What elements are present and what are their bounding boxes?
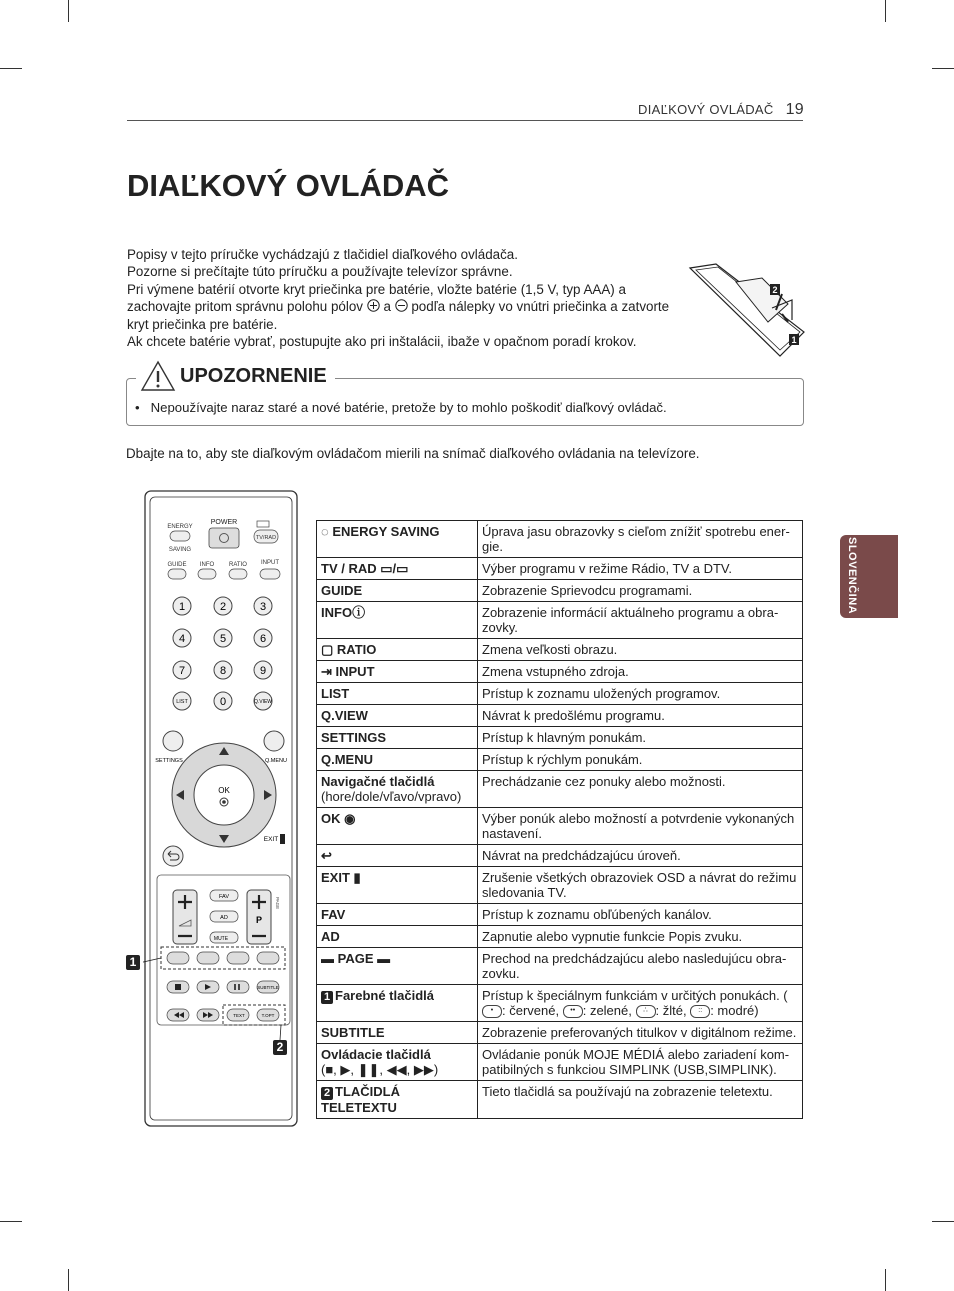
list-label: LIST [176, 699, 188, 705]
blue-button[interactable] [257, 952, 279, 964]
button-function-table [316, 520, 803, 1119]
program-label: P [255, 915, 263, 925]
callout-1: 1 [126, 955, 140, 970]
energy-label: ENERGY [167, 524, 193, 530]
key-desc-part: : modré) [710, 1003, 759, 1018]
plus-pole-icon [367, 299, 380, 312]
digit-label: 1 [178, 601, 186, 613]
crop-mark [932, 1221, 954, 1222]
table-row [317, 749, 803, 771]
key-name: LIST [317, 683, 478, 705]
energy-saving-button[interactable] [170, 531, 190, 541]
table-row [317, 639, 803, 661]
table-row [317, 926, 803, 948]
red-button-icon: • [482, 1005, 502, 1018]
ok-button-ring [194, 765, 254, 825]
green-button[interactable] [197, 952, 219, 964]
intro-text [127, 246, 687, 350]
exit-icon: ▮ [353, 870, 361, 885]
digit-label: 4 [178, 633, 186, 645]
intro-line-part: podľa nálepky vo vnútri priečinka a zatvorte kryt priečinka pre batérie. [127, 299, 670, 332]
digit-label: 7 [178, 665, 186, 677]
key-desc-part: : žlté, [655, 1003, 687, 1018]
table-row [317, 521, 803, 558]
key-name: OK [321, 811, 341, 826]
key-desc: Výber ponúk alebo možností a potvrdenie vykonaných nastavení. [478, 808, 803, 845]
key-desc: Ovládanie ponúk MOJE MÉDIÁ alebo zariadení kom-patibilných s funkciou SIMPLINK (USB,SIMPLINK). [478, 1044, 803, 1081]
remote-control-illustration [143, 490, 305, 1132]
fav-label: FAV [219, 894, 229, 900]
ratio-icon: ▢ [321, 642, 337, 657]
back-button[interactable] [163, 846, 183, 866]
crop-mark [885, 1269, 886, 1291]
back-icon: ↩ [321, 848, 332, 863]
mute-label: MUTE [213, 936, 229, 942]
key-desc-part: : zelené, [582, 1003, 632, 1018]
crop-mark [0, 68, 22, 69]
key-name: SETTINGS [317, 727, 478, 749]
exit-icon [280, 834, 285, 844]
running-header [638, 101, 804, 119]
warning-item: • Nepoužívajte naraz staré a nové batérie, pretože by to mohlo poškodiť diaľkový ovládač. [135, 400, 667, 415]
intro-line-part: Pri výmene batérií otvorte kryt priečinka pre batérie, vložte batérie (1,5 V, typ AAA) a zachovajte pritom správnu polohu pólov [127, 281, 626, 315]
yellow-button[interactable] [227, 952, 249, 964]
warning-item-text: Nepoužívajte naraz staré a nové batérie, pretože by to mohlo poškodiť diaľkový ovládač. [150, 400, 667, 415]
minus-pole-icon [395, 299, 408, 312]
key-name: Ovládacie tlačidlá [321, 1047, 431, 1063]
power-label: POWER [210, 519, 238, 526]
input-icon: ⇥ [321, 664, 336, 679]
ad-label: AD [220, 915, 228, 921]
key-desc: Zmena vstupného zdroja. [478, 661, 803, 683]
page-label: PAGE [275, 897, 280, 910]
qmenu-label: Q.MENU [265, 758, 287, 764]
digit-label: 0 [219, 696, 227, 708]
key-name: PAGE [337, 951, 374, 966]
table-row [317, 705, 803, 727]
input-button[interactable] [260, 569, 280, 579]
language-tab-label: SLOVENČINA [846, 537, 858, 615]
page-up-icon: ▬ [321, 951, 338, 966]
ok-dot-icon [222, 800, 226, 804]
key-name: INPUT [335, 664, 375, 679]
subtitle-label: SUBTITLE [257, 985, 279, 990]
key-desc: Zmena veľkosti obrazu. [478, 639, 803, 661]
key-name: TLAČIDLÁ TELETEXTU [321, 1084, 400, 1116]
table-row [317, 771, 803, 808]
key-name: RATIO [336, 642, 377, 657]
warning-triangle-icon [140, 360, 176, 392]
intro-line: Ak chcete batérie vybrať, postupujte ako pri inštalácii, ibaže v opačnom poradí krokov. [127, 334, 637, 350]
battery-step-2: 2 [772, 285, 778, 295]
crop-mark [0, 1221, 22, 1222]
key-name: Farebné tlačidlá [335, 988, 434, 1003]
table-row [317, 904, 803, 926]
text-label: TEXT [233, 1013, 245, 1018]
table-row [317, 602, 803, 639]
callout-badge: 1 [321, 991, 333, 1004]
crop-mark [68, 0, 69, 22]
warning-heading [136, 360, 335, 392]
header-section: DIAĽKOVÝ OVLÁDAČ [638, 102, 774, 117]
key-desc: Zrušenie všetkých obrazoviek OSD a návrat do režimu sledovania TV. [478, 867, 803, 904]
key-subtitle: (hore/dole/vľavo/vpravo) [321, 789, 462, 804]
settings-label: SETTINGS [155, 758, 183, 764]
table-row [317, 867, 803, 904]
key-desc-part: Prístup k špeciálnym funkciám v určitých ponukách. ( [482, 988, 788, 1003]
guide-label: GUIDE [167, 562, 187, 568]
key-desc [478, 985, 803, 1022]
callout-badge: 2 [321, 1087, 333, 1100]
intro-line: Popisy v tejto príručke vychádzajú z tlačidiel diaľkového ovládača. [127, 247, 518, 262]
key-name: FAV [317, 904, 478, 926]
key-desc: Výber programu v režime Rádio, TV a DTV. [478, 558, 803, 580]
key-desc: Prechádzanie cez ponuky alebo možnosti. [478, 771, 803, 808]
key-desc: Návrat k predošlému programu. [478, 705, 803, 727]
key-desc: Zobrazenie preferovaných titulkov v digitálnom režime. [478, 1022, 803, 1044]
exit-label: EXIT [263, 836, 279, 843]
pause-button[interactable] [227, 981, 249, 993]
key-desc: Úprava jasu obrazovky s cieľom znížiť spotrebu ener-gie. [478, 521, 803, 558]
table-row [317, 1044, 803, 1081]
green-button-icon: •• [563, 1005, 583, 1018]
key-name: INFO [321, 605, 353, 620]
digit-label: 6 [259, 633, 267, 645]
topt-label: T.OPT [261, 1013, 275, 1018]
digit-label: 3 [259, 601, 267, 613]
ratio-label: RATIO [229, 562, 247, 568]
guide-button[interactable] [168, 569, 186, 579]
key-desc: Zobrazenie Sprievodcu programami. [478, 580, 803, 602]
key-name: AD [317, 926, 478, 948]
key-desc: Prístup k hlavným ponukám. [478, 727, 803, 749]
key-name: EXIT [321, 870, 350, 885]
table-row [317, 1022, 803, 1044]
table-row [317, 727, 803, 749]
table-row [317, 808, 803, 845]
warning-title: UPOZORNENIE [180, 364, 327, 387]
key-desc: Prístup k zoznamu obľúbených kanálov. [478, 904, 803, 926]
red-button[interactable] [167, 952, 189, 964]
crop-mark [885, 0, 886, 22]
ok-dot-icon: ◉ [344, 811, 356, 826]
key-name: Q.MENU [317, 749, 478, 771]
key-name: GUIDE [317, 580, 478, 602]
key-desc: Návrat na predchádzajúcu úroveň. [478, 845, 803, 867]
key-name: Navigačné tlačidlá [321, 774, 435, 789]
language-tab [840, 535, 898, 618]
table-row [317, 661, 803, 683]
battery-step-1: 1 [791, 335, 797, 345]
table-row [317, 985, 803, 1022]
aim-note: Dbajte na to, aby ste diaľkovým ovládačom mierili na snímač diaľkového ovládania na televízore. [126, 446, 700, 461]
digit-label: 2 [219, 601, 227, 613]
key-desc: Zapnutie alebo vypnutie funkcie Popis zvuku. [478, 926, 803, 948]
blue-button-icon: :: [690, 1005, 710, 1018]
yellow-button-icon: ∴ [636, 1005, 656, 1018]
digit-label: 5 [219, 633, 227, 645]
key-desc: Tieto tlačidlá sa používajú na zobrazenie teletextu. [478, 1081, 803, 1119]
info-icon: ⓘ [352, 605, 366, 620]
crop-mark [932, 68, 954, 69]
key-name: Q.VIEW [317, 705, 478, 727]
table-row [317, 948, 803, 985]
digit-label: 9 [259, 665, 267, 677]
intro-line-part: a [383, 299, 391, 315]
key-name: ENERGY SAVING [332, 524, 440, 539]
saving-label: SAVING [168, 547, 192, 553]
key-desc: Prístup k zoznamu uložených programov. [478, 683, 803, 705]
key-desc: Zobrazenie informácií aktuálneho programu a obra-zovky. [478, 602, 803, 639]
callout-2: 2 [273, 1040, 287, 1055]
tvrad-label: TV/RAD [255, 535, 277, 541]
battery-compartment-illustration [688, 262, 808, 358]
qmenu-button[interactable] [264, 731, 284, 751]
table-row [317, 845, 803, 867]
intro-line [127, 281, 687, 333]
table-row [317, 580, 803, 602]
key-desc: Prístup k rýchlym ponukám. [478, 749, 803, 771]
energy-saving-icon: ◌ [321, 524, 333, 539]
input-label: INPUT [261, 560, 279, 566]
settings-button[interactable] [163, 731, 183, 751]
key-desc: Prechod na predchádzajúcu alebo nasledujúcu obra-zovku. [478, 948, 803, 985]
key-name: TV / RAD [321, 561, 377, 576]
crop-mark [68, 1269, 69, 1291]
key-subtitle: (■, ▶, ❚❚, ◀◀, ▶▶) [321, 1062, 439, 1078]
page-number: 19 [785, 101, 804, 118]
table-row [317, 683, 803, 705]
ok-label: OK [218, 786, 230, 795]
intro-line: Pozorne si prečítajte túto príručku a používajte televízor správne. [127, 264, 513, 280]
ratio-button[interactable] [229, 569, 247, 579]
info-button[interactable] [198, 569, 216, 579]
qview-label: Q.VIEW [253, 699, 273, 705]
power-button[interactable] [209, 528, 239, 548]
tvrad-icon: ▭/▭ [380, 561, 409, 576]
table-row [317, 1081, 803, 1119]
page-down-icon: ▬ [373, 951, 391, 966]
key-name: SUBTITLE [317, 1022, 478, 1044]
key-desc-part: : červené, [502, 1003, 560, 1018]
info-label: INFO [199, 562, 215, 568]
header-rule [127, 120, 803, 121]
digit-label: 8 [219, 665, 227, 677]
stop-icon [175, 984, 181, 990]
page-title: DIAĽKOVÝ OVLÁDAČ [127, 168, 450, 203]
table-row [317, 558, 803, 580]
